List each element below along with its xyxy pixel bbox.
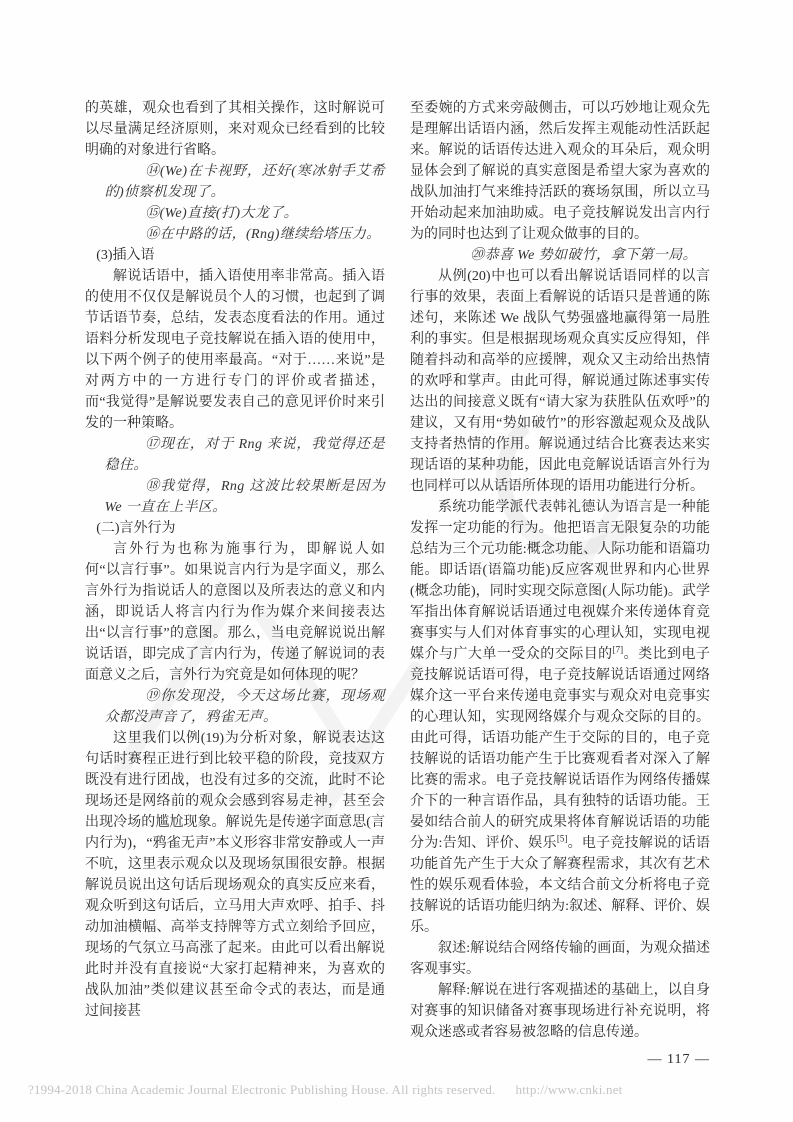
section-heading-3: (3)插入语 bbox=[96, 248, 155, 263]
footer-copyright: ?1994-2018 China Academic Journal Electronic Publishing House. All rights reserved. bbox=[28, 1082, 496, 1097]
page-number: — 117 — bbox=[647, 1052, 710, 1067]
left-column bbox=[85, 98, 385, 1070]
paragraph-text: 。电子竞技解说的话语功能首先产生于大众了解赛程需求，其次有艺术性的娱乐观看体验，本文结合前文分析将电子竞技解说的话语功能归纳为:叙述、解释、评价、娱乐。 bbox=[410, 836, 710, 935]
example-line-14: ⑭(We)在卡视野，还好(寒冰射手艾希的)侦察机发现了。 bbox=[104, 164, 385, 200]
footer-url: http://www.cnki.net bbox=[515, 1082, 623, 1097]
footer bbox=[28, 1082, 623, 1098]
paragraph: 解说话语中，插入语使用率非常高。插入语的使用不仅仅是解说员个人的习惯，也起到了调节话语节奏，总结，发表态度看法的作用。通过语料分析发现电子竞技解说在插入语的使用中，以下两个例子的使用率最高。“对于……来说”是对两方中的一方进行专门的评价或者描述，而“我觉得”是解说要发表自己的意见评价时来引发的一种策略。 bbox=[85, 269, 385, 431]
example-line-18: ⑱我觉得，Rng 这波比较果断是因为 We 一直在上半区。 bbox=[104, 479, 385, 515]
example-line-19: ⑲你发现没，今天这场比赛，现场观众都没声音了，鸦雀无声。 bbox=[104, 689, 385, 725]
example-line-15: ⑮(We)直接(打)大龙了。 bbox=[145, 206, 299, 221]
section-heading-2: (二)言外行为 bbox=[96, 521, 176, 536]
example-line-20: ⑳恭喜 We 势如破竹，拿下第一局。 bbox=[470, 248, 697, 263]
paragraph: 言外行为也称为施事行为，即解说人如何“以言行事”。如果说言内行为是字面义，那么言外行为指说话人的意图以及所表达的意义和内涵，即说话人将言内行为作为媒介来间接表达出“以言行事”的意图。那么，当电竞解说说出解说话语，即完成了言内行为，传递了解说词的表面意义之后，言外行为究竟是如何体现的呢？ bbox=[85, 542, 385, 683]
paragraph: 解释:解说在进行客观描述的基础上，以自身对赛事的知识储备对赛事现场进行补充说明，将观众迷惑或者容易被忽略的信息传递。 bbox=[410, 983, 710, 1040]
paragraph: 从例(20)中也可以看出解说话语同样的以言行事的效果，表面上看解说的话语只是普通的陈述句，来陈述 We 战队气势强盛地赢得第一局胜利的事实。但是根据现场观众真实反应得知，伴随着抖动和高举的应援牌，观众又主动给出热情的欢呼和掌声。由此可得，解说通过陈述事实传达出的间接意义既有“请大家为获胜队伍欢呼”的建议，又有用“势如破竹”的形容激起观众及战队支持者热情的作用。解说通过结合比赛表达来实现话语的某种功能，因此电竞解说话语言外行为也同样可以从话语所体现的语用功能进行分析。 bbox=[410, 269, 710, 494]
paragraph: 这里我们以例(19)为分析对象，解说表达这句话时赛程正进行到比较平稳的阶段，竞技双方既没有进行团战，也没有过多的交流，此时不论现场还是网络前的观众会感到容易走神，甚至会出现冷场的尴尬现象。解说先是传递字面意思(言内行为)，“鸦雀无声”本义形容非常安静或人一声不吭，这里表示观众以及现场氛围很安静。根据解说员说出这句话后现场观众的真实反应来看，观众听到这句话后，立马用大声欢呼、拍手、抖动加油横幅、高举支持牌等方式立刻给予回应，现场的气氛立马高涨了起来。由此可以看出解说此时并没有直接说“大家打起精神来，为喜欢的战队加油”类似建议甚至命令式的表达，而是通过间接甚 bbox=[85, 731, 385, 1019]
paragraph-continuation: 至委婉的方式来旁敲侧击，可以巧妙地让观众先是理解出话语内涵，然后发挥主观能动性活跃起来。解说的话语传达进入观众的耳朵后，观众明显体会到了解说的真实意图是希望大家为喜欢的战队加油打气来维持活跃的赛场氛围，所以立马开始动起来加油助威。电子竞技解说发出言内行为的同时也达到了让观众做事的目的。 bbox=[410, 101, 710, 242]
paragraph-text: 。类比到电子竞技解说话语可得，电子竞技解说话语通过网络媒介这一平台来传递电竞事实与观众对电竞事实的心理认知，实现网络媒介与观众交际的目的。由此可得，话语功能产生于交际的目的，电子竞技解说的话语功能产生于比赛观看者对深入了解比赛的需求。电子竞技解说话语作为网络传播媒介下的一种言语作品，具有独特的话语功能。王晏如结合前人的研究成果将体育解说话语的功能分为:告知、评价、娱乐 bbox=[410, 647, 711, 851]
two-column-text-area bbox=[85, 98, 710, 1070]
citation-ref-7: [7] bbox=[612, 644, 624, 655]
paragraph-continuation: 的英雄，观众也看到了其相关操作，这时解说可以尽量满足经济原则，来对观众已经看到的比较明确的对象进行省略。 bbox=[85, 101, 385, 158]
right-column bbox=[410, 98, 710, 1070]
example-line-17: ⑰现在，对于 Rng 来说，我觉得还是稳住。 bbox=[104, 437, 385, 473]
citation-ref-5: [5] bbox=[556, 833, 568, 844]
paragraph-with-citations bbox=[410, 497, 710, 938]
example-line-16: ⑯在中路的话，(Rng)继续给塔压力。 bbox=[145, 227, 381, 242]
paragraph: 叙述:解说结合网络传输的画面，为观众描述客观事实。 bbox=[410, 941, 710, 977]
paragraph-text: 系统功能学派代表韩礼德认为语言是一种能发挥一定功能的行为。他把语言无限复杂的功能总结为三个元功能:概念功能、人际功能和语篇功能。即话语(语篇功能)反应客观世界和内心世界(概念功能)，同时实现交际意图(人际功能)。武学军指出体育解说话语通过电视媒介来传递体育竞赛事实与人们对体育事实的心理认知，实现电视媒介与广大单一受众的交际目的 bbox=[410, 500, 710, 662]
